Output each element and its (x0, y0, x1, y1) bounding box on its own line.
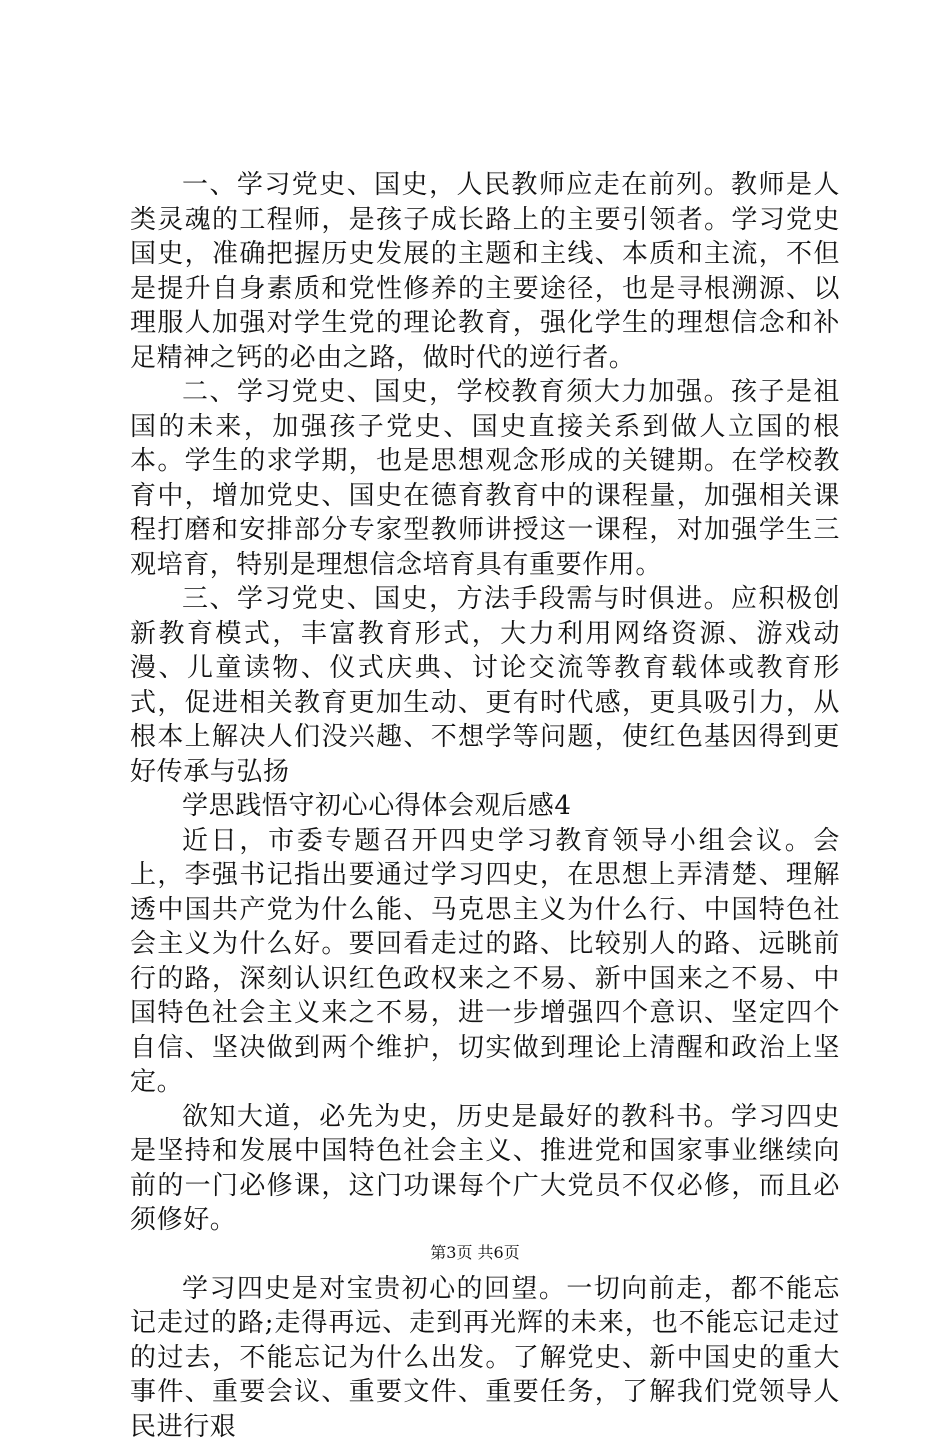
paragraph-original-aspiration: 学习四史是对宝贵初心的回望。一切向前走，都不能忘记走过的路;走得再远、走到再光辉的未来，也不能忘记走过的过去，不能忘记为什么出发。了解党史、新中国史的重大事件、重要会议、重要文件、重要任务，了解我们党领导人民进行艰 (130, 1272, 840, 1444)
paragraph-history-textbook: 欲知大道，必先为史，历史是最好的教科书。学习四史是坚持和发展中国特色社会主义、推进党和国家事业继续向前的一门必修课，这门功课每个广大党员不仅必修，而且必须修好。 (130, 1100, 840, 1238)
paragraph-school-education: 二、学习党史、国史，学校教育须大力加强。孩子是祖国的未来，加强孩子党史、国史直接关系到做人立国的根本。学生的求学期，也是思想观念形成的关键期。在学校教育中，增加党史、国史在德育教育中的课程量，加强相关课程打磨和安排部分专家型教师讲授这一课程，对加强学生三观培育，特别是理想信念培育具有重要作用。 (130, 375, 840, 582)
page-number-footer: 第3页 共6页 (0, 1240, 950, 1263)
paragraph-teachers: 一、学习党史、国史，人民教师应走在前列。教师是人类灵魂的工程师，是孩子成长路上的主要引领者。学习党史国史，准确把握历史发展的主题和主线、本质和主流，不但是提升自身素质和党性修养的主要途径，也是寻根溯源、以理服人加强对学生党的理论教育，强化学生的理想信念和补足精神之钙的必由之路，做时代的逆行者。 (130, 168, 840, 375)
paragraph-meeting: 近日，市委专题召开四史学习教育领导小组会议。会上，李强书记指出要通过学习四史，在思想上弄清楚、理解透中国共产党为什么能、马克思主义为什么行、中国特色社会主义为什么好。要回看走过的路、比较别人的路、远眺前行的路，深刻认识红色政权来之不易、新中国来之不易、中国特色社会主义来之不易，进一步增强四个意识、坚定四个自信、坚决做到两个维护，切实做到理论上清醒和政治上坚定。 (130, 824, 840, 1100)
section-heading: 学思践悟守初心心得体会观后感4 (130, 789, 840, 824)
paragraph-methods: 三、学习党史、国史，方法手段需与时俱进。应积极创新教育模式，丰富教育形式，大力利用网络资源、游戏动漫、儿童读物、仪式庆典、讨论交流等教育载体或教育形式，促进相关教育更加生动、更有时代感，更具吸引力，从根本上解决人们没兴趣、不想学等问题，使红色基因得到更好传承与弘扬 (130, 582, 840, 789)
